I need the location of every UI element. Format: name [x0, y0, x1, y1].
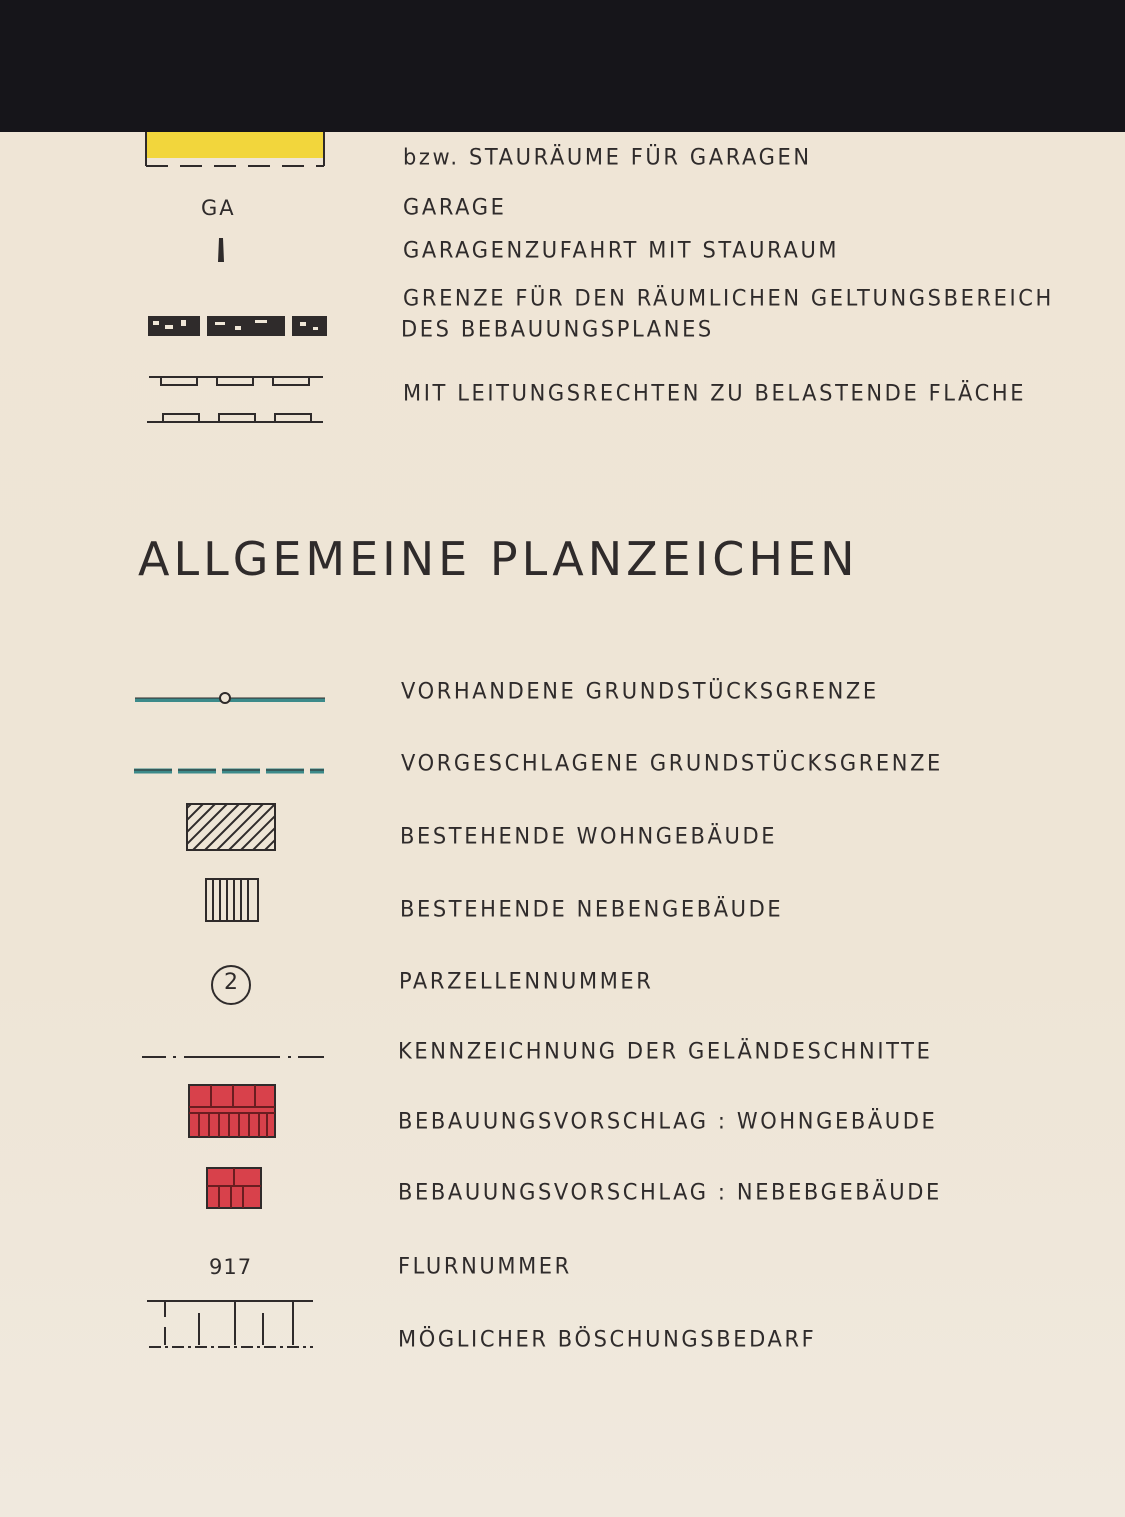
- legend-wohn-label: BESTEHENDE WOHNGEBÄUDE: [400, 823, 778, 849]
- legend-flur-label: FLURNUMMER: [398, 1253, 572, 1279]
- proposed-boundary-symbol: [132, 764, 327, 778]
- legend-garagen-label: bzw. STAURÄUME FÜR GARAGEN: [403, 144, 812, 170]
- garage-symbol-text: GA: [201, 196, 236, 220]
- yellow-area-symbol: [140, 132, 330, 172]
- top-dark-bar: [0, 0, 1125, 132]
- legend-schnitt-label: KENNZEICHNUNG DER GELÄNDESCHNITTE: [398, 1038, 933, 1064]
- outbuilding-hatch-symbol: [204, 877, 260, 923]
- terrain-section-line-symbol: [140, 1048, 330, 1064]
- flur-number-text: 917: [209, 1255, 253, 1279]
- legend-vorschlag-neben-label: BEBAUUNGSVORSCHLAG : NEBEBGEBÄUDE: [398, 1179, 942, 1205]
- garage-entrance-symbol: [214, 236, 228, 266]
- legend-vorschlag-wohn-label: BEBAUUNGSVORSCHLAG : WOHNGEBÄUDE: [398, 1108, 938, 1134]
- parcel-number-text: 2: [224, 970, 240, 995]
- legend-grenze-label-1: GRENZE FÜR DEN RÄUMLICHEN GELTUNGSBEREICH: [403, 285, 1054, 311]
- legend-leitung-label: MIT LEITUNGSRECHTEN ZU BELASTENDE FLÄCHE: [403, 380, 1027, 406]
- legend-parzelle-label: PARZELLENNUMMER: [399, 968, 654, 994]
- utility-rights-symbol: [143, 372, 328, 428]
- existing-boundary-symbol: [133, 690, 328, 708]
- boundary-plan-symbol: [145, 313, 330, 339]
- legend-vorgeschlagene-label: VORGESCHLAGENE GRUNDSTÜCKSGRENZE: [401, 750, 943, 776]
- legend-grenze-label-2: DES BEBAUUNGSPLANES: [401, 316, 714, 342]
- slope-requirement-symbol: [145, 1297, 317, 1353]
- legend-garage-label: GARAGE: [403, 194, 507, 220]
- legend-boeschung-label: MÖGLICHER BÖSCHUNGSBEDARF: [398, 1326, 817, 1352]
- section-title: ALLGEMEINE PLANZEICHEN: [138, 532, 859, 586]
- legend-neben-label: BESTEHENDE NEBENGEBÄUDE: [400, 896, 784, 922]
- proposal-residential-symbol: [187, 1083, 279, 1139]
- legend-vorhandene-label: VORHANDENE GRUNDSTÜCKSGRENZE: [401, 678, 879, 704]
- proposal-outbuilding-symbol: [205, 1166, 263, 1210]
- legend-zufahrt-label: GARAGENZUFAHRT MIT STAURAUM: [403, 237, 840, 263]
- residential-building-hatch-symbol: [185, 802, 277, 852]
